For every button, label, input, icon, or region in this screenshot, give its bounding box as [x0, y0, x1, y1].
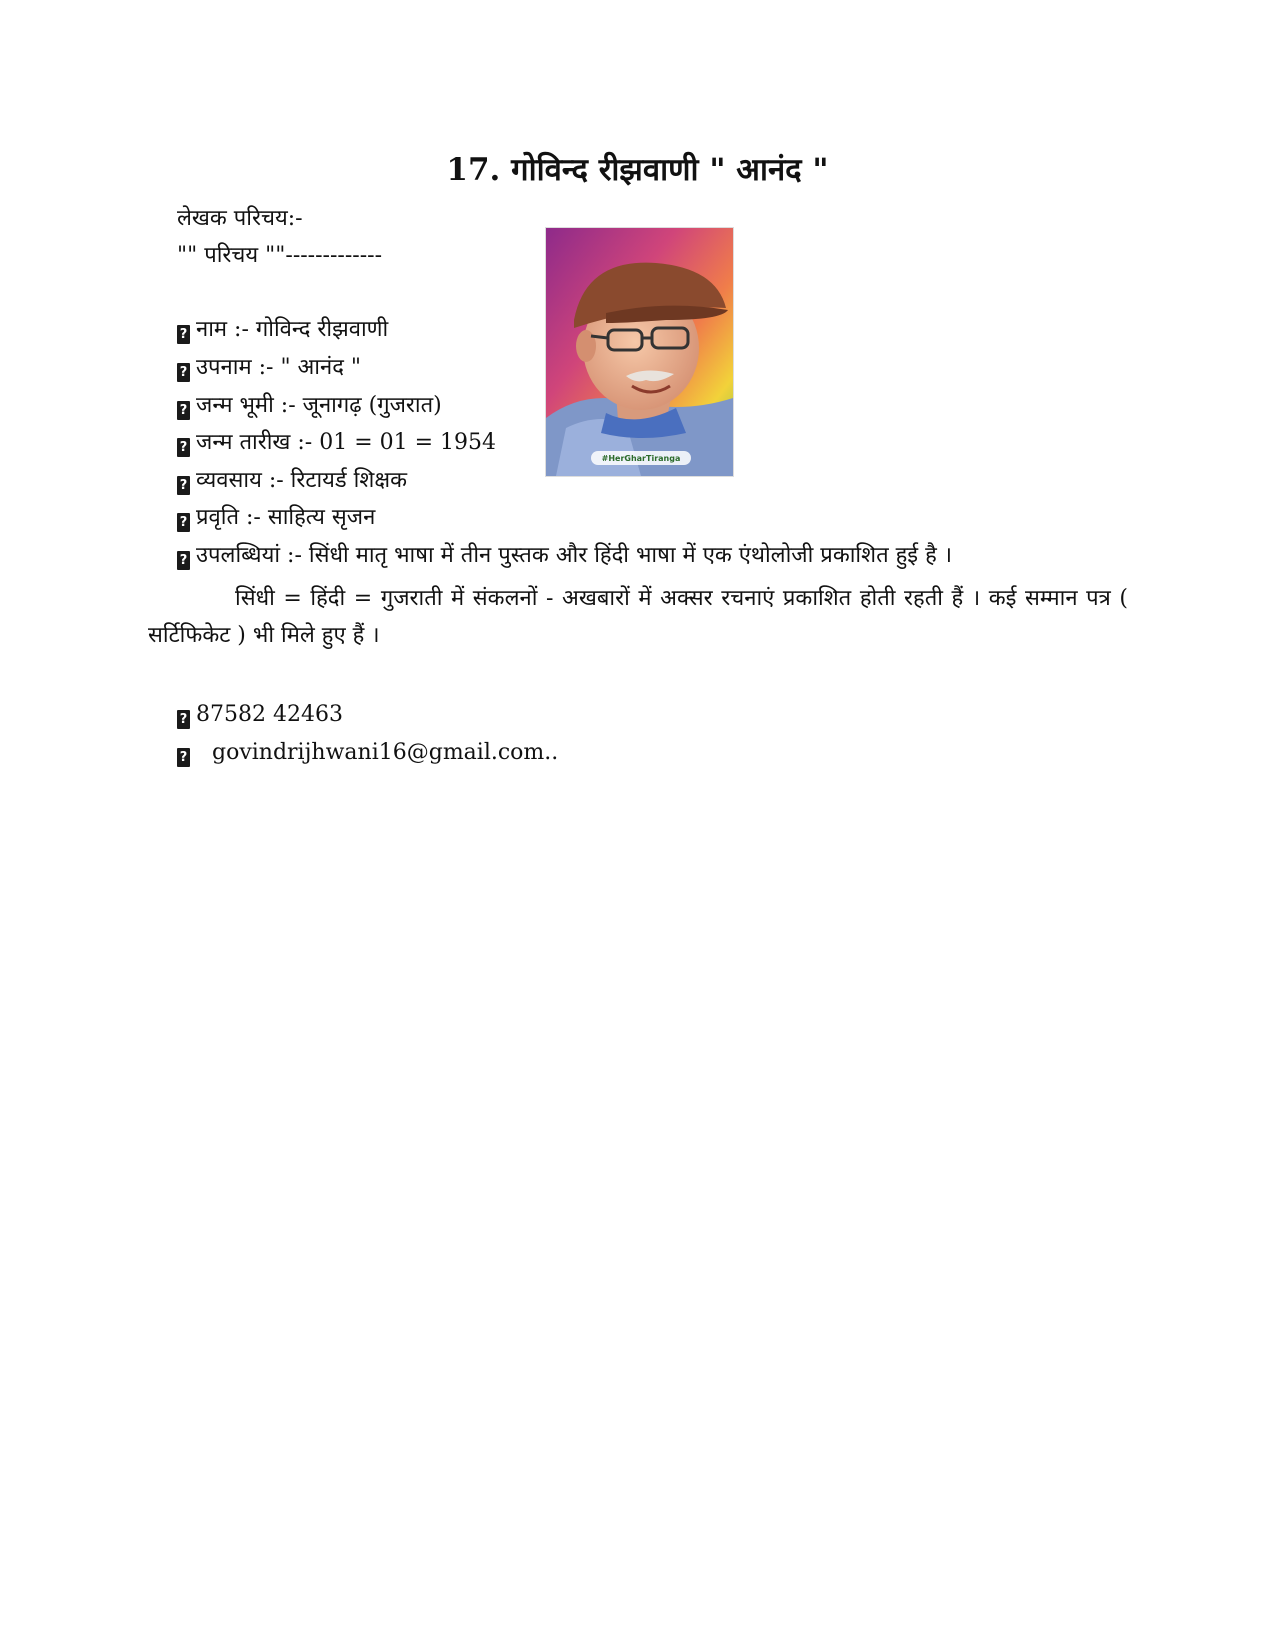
detail-text: जन्म तारीख :- 01 = 01 = 1954: [196, 430, 497, 455]
author-photo: [545, 227, 734, 477]
contact-email: [177, 738, 558, 768]
intro-heading: लेखक परिचय:-: [177, 206, 303, 231]
missing-glyph-icon: ?: [177, 551, 190, 570]
missing-glyph-icon: ?: [177, 401, 190, 420]
missing-glyph-icon: ?: [177, 513, 190, 532]
detail-name: [177, 315, 388, 345]
email-address: govindrijhwani16@gmail.com..: [212, 740, 559, 765]
email-icon: ?: [177, 748, 190, 767]
detail-text: उपनाम :- " आनंद ": [196, 355, 362, 380]
author-portrait-icon: [546, 228, 733, 476]
detail-text: उपलब्धियां :- सिंधी मातृ भाषा में तीन पुस्तक और हिंदी भाषा में एक एंथोलोजी प्रकाशित हुई है ।: [196, 543, 953, 568]
missing-glyph-icon: ?: [177, 325, 190, 344]
missing-glyph-icon: ?: [177, 438, 190, 457]
achievements-paragraph: सिंधी = हिंदी = गुजराती में संकलनों - अखबारों में अक्सर रचनाएं प्रकाशित होती रहती हैं । कई सम्मान पत्र ( सर्टिफिकेट ) भी मिले हुए हैं ।: [148, 586, 1128, 648]
detail-pen-name: [177, 353, 361, 383]
detail-text: व्यवसाय :- रिटायर्ड शिक्षक: [196, 468, 408, 493]
intro-subheading: "" परिचय ""-------------: [177, 243, 383, 268]
phone-icon: ?: [177, 710, 190, 729]
detail-text: प्रवृति :- साहित्य सृजन: [196, 505, 376, 530]
photo-watermark: #HerGharTiranga: [601, 454, 681, 463]
detail-birthplace: [177, 391, 442, 421]
detail-birthdate: [177, 428, 496, 458]
contact-phone: [177, 700, 343, 730]
phone-number: 87582 42463: [196, 702, 343, 727]
missing-glyph-icon: ?: [177, 476, 190, 495]
detail-activity: [177, 503, 375, 533]
detail-text: जन्म भूमी :- जूनागढ़ (गुजरात): [196, 393, 442, 418]
page-title: 17. गोविन्द रीझवाणी " आनंद ": [446, 152, 829, 188]
detail-achievements: [177, 541, 952, 571]
detail-occupation: [177, 466, 407, 496]
detail-text: नाम :- गोविन्द रीझवाणी: [196, 317, 389, 342]
missing-glyph-icon: ?: [177, 363, 190, 382]
